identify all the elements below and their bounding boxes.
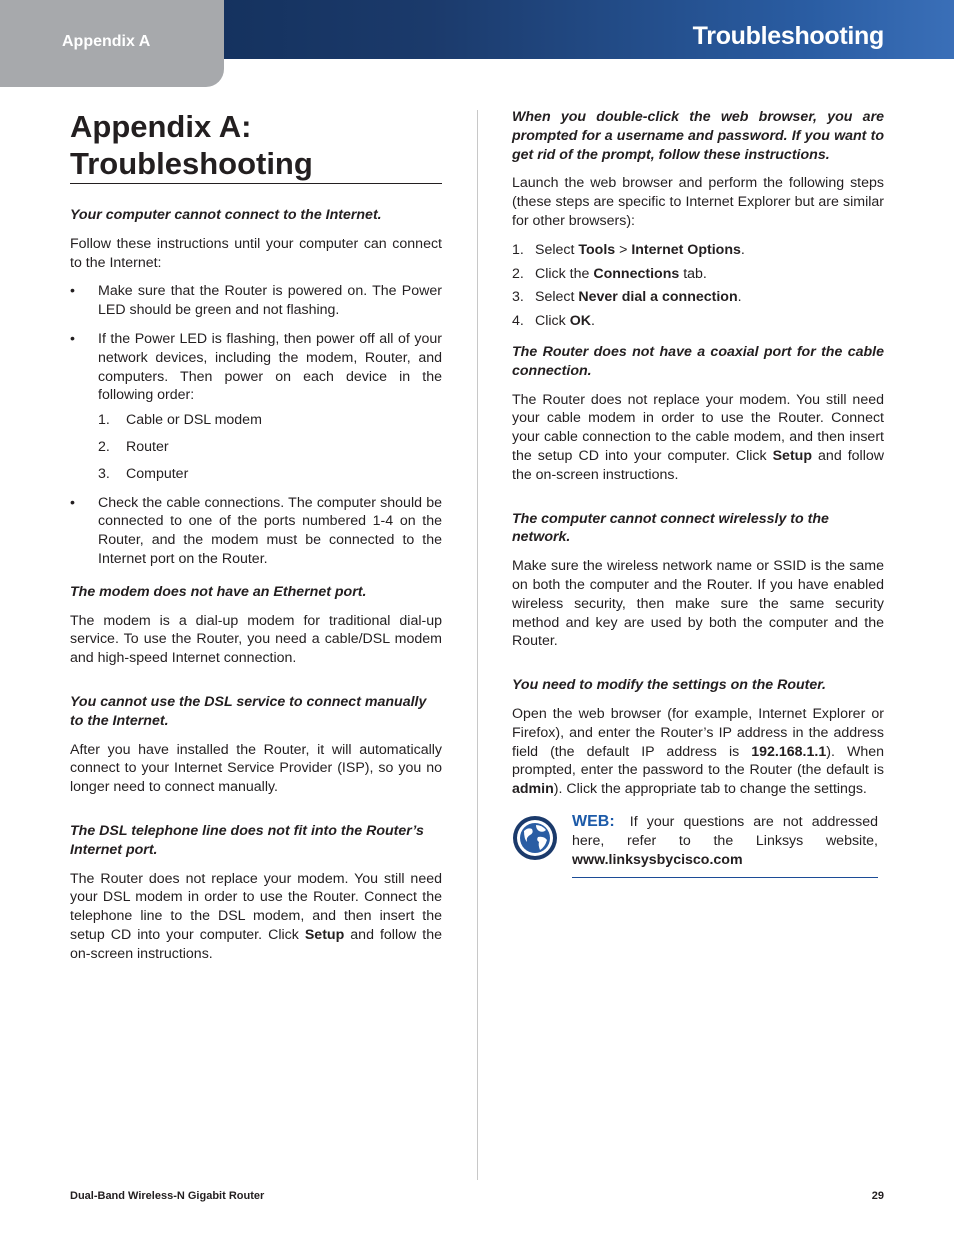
footer-product-name: Dual-Band Wireless-N Gigabit Router (70, 1190, 265, 1202)
web-label: WEB: (572, 812, 615, 830)
bold-term: Setup (772, 447, 813, 464)
text-run: > (615, 241, 632, 258)
paragraph: Make sure the wireless network name or SSID is the same on both the computer and the Router. If you have enabled wireless security, then make sure the same security method and key are used by both the computer and the Router. (512, 558, 884, 650)
bullet-text: Make sure that the Router is powered on. The Power LED should be green and not flashing. (98, 283, 442, 319)
section-heading: You cannot use the DSL service to connect manually to the Internet. (70, 693, 427, 729)
bullet-icon: • (70, 494, 75, 511)
list-number: 4. (512, 313, 524, 330)
chapter-title: Troubleshooting (692, 22, 884, 50)
globe-icon (512, 815, 558, 861)
column-divider (477, 110, 478, 1180)
section-heading: The computer cannot connect wirelessly to the network. (512, 510, 829, 546)
section-heading: The DSL telephone line does not fit into the Router’s Internet port. (70, 822, 424, 858)
list-text: Cable or DSL modem (126, 412, 262, 429)
bullet-item (70, 494, 442, 569)
text-run: . (737, 289, 742, 306)
bold-term: Never dial a connection (578, 289, 738, 306)
list-number: 3. (98, 465, 110, 482)
bullet-text: Check the cable connections. The computer should be connected to one of the ports numbered 1-4 on the Router, and the modem must be connected to the Internet port on the Router. (98, 494, 442, 567)
paragraph (70, 870, 442, 964)
text-run: Open the web browser (for example, Internet Explorer or Firefox), and enter the Router’s IP address in the address field (the default IP address is (512, 705, 884, 760)
text-run: tab. (679, 265, 707, 282)
text-run: Click the (535, 265, 594, 282)
section-tab (0, 0, 224, 87)
bullet-item (70, 282, 442, 320)
list-item (98, 411, 442, 430)
page-title-line1: Appendix A: (70, 109, 252, 144)
section-heading: Your computer cannot connect to the Internet. (70, 207, 382, 223)
bullet-icon: • (70, 283, 75, 300)
text-run: If your questions are not addressed here, refer to the Linksys website, (572, 813, 878, 849)
list-text: Computer (126, 465, 189, 482)
list-number: 2. (512, 265, 524, 282)
text-run: Select (535, 241, 579, 258)
list-item (98, 438, 442, 457)
list-item (512, 265, 884, 284)
website-link[interactable]: www.linksysbycisco.com (572, 851, 743, 868)
text-run: Click (535, 313, 570, 330)
right-column (512, 108, 884, 889)
text-run: and follow the on-screen instructions. (70, 926, 442, 962)
list-item (512, 288, 884, 307)
page-title (70, 108, 442, 184)
paragraph: After you have installed the Router, it will automatically connect to your Internet Service Provider (ISP), so you no longer need to connect manually. (70, 741, 442, 796)
bold-term: OK (569, 313, 591, 330)
web-note (512, 813, 884, 889)
text-run: . (740, 241, 745, 258)
default-password: admin (512, 781, 554, 798)
steps-list (512, 241, 884, 331)
section-tab-label: Appendix A (62, 33, 151, 50)
paragraph: Launch the web browser and perform the following steps (these steps are specific to Internet Explorer but are similar for other browsers): (512, 175, 884, 229)
list-item (512, 241, 884, 260)
text-run: The Router does not replace your modem. You still need your DSL modem in order to use the Router. Connect the telephone line to the DSL modem, and then insert the setup CD into your computer. Click (70, 870, 442, 943)
section-heading: You need to modify the settings on the Router. (512, 677, 826, 694)
web-note-text (572, 813, 878, 878)
bullet-item (70, 330, 442, 484)
paragraph: Follow these instructions until your computer can connect to the Internet: (70, 235, 442, 271)
list-text: Router (126, 438, 169, 455)
text-run: and follow the on-screen instructions. (512, 447, 885, 483)
text-run: Select (535, 289, 579, 306)
text-run: The Router does not replace your modem. You still need your cable modem in order to use the Router. Connect your cable connection to the cable modem, and then insert the setup CD into your computer. Click (512, 391, 884, 464)
paragraph (512, 391, 884, 485)
section-heading: The Router does not have a coaxial port for the cable connection. (512, 343, 884, 379)
section-heading: When you double-click the web browser, you are prompted for a username and password. If you want to get rid of the prompt, follow these instructions. (512, 109, 884, 163)
paragraph (512, 705, 884, 799)
section-heading: The modem does not have an Ethernet port. (70, 583, 367, 600)
power-on-order-list (98, 411, 442, 483)
bold-term: Tools (578, 241, 616, 258)
list-number: 2. (98, 438, 110, 455)
footer-page-number: 29 (871, 1190, 884, 1202)
bullet-text: If the Power LED is flashing, then power off all of your network devices, including the modem, Router, and computers. Then power on each device in the following order: (98, 330, 442, 404)
bullet-icon: • (70, 330, 75, 347)
list-item (512, 312, 884, 331)
ip-address: 192.168.1.1 (751, 743, 827, 760)
bold-term: Internet Options (631, 241, 741, 258)
list-item (98, 465, 442, 484)
list-number: 1. (98, 412, 110, 429)
list-number: 1. (512, 241, 524, 258)
left-column (70, 108, 442, 974)
bold-term: Connections (593, 265, 680, 282)
text-run: ). When prompted, enter the password to the Router (the default is (512, 743, 885, 779)
text-run: . (590, 313, 595, 330)
page-title-line2: Troubleshooting (70, 146, 313, 181)
text-run: ). Click the appropriate tab to change the settings. (553, 781, 867, 798)
paragraph: The modem is a dial-up modem for traditional dial-up service. To use the Router, you need a cable/DSL modem and high-speed Internet connection. (70, 612, 442, 667)
bullet-list (70, 282, 442, 568)
bold-term: Setup (304, 926, 345, 943)
list-number: 3. (512, 289, 524, 306)
